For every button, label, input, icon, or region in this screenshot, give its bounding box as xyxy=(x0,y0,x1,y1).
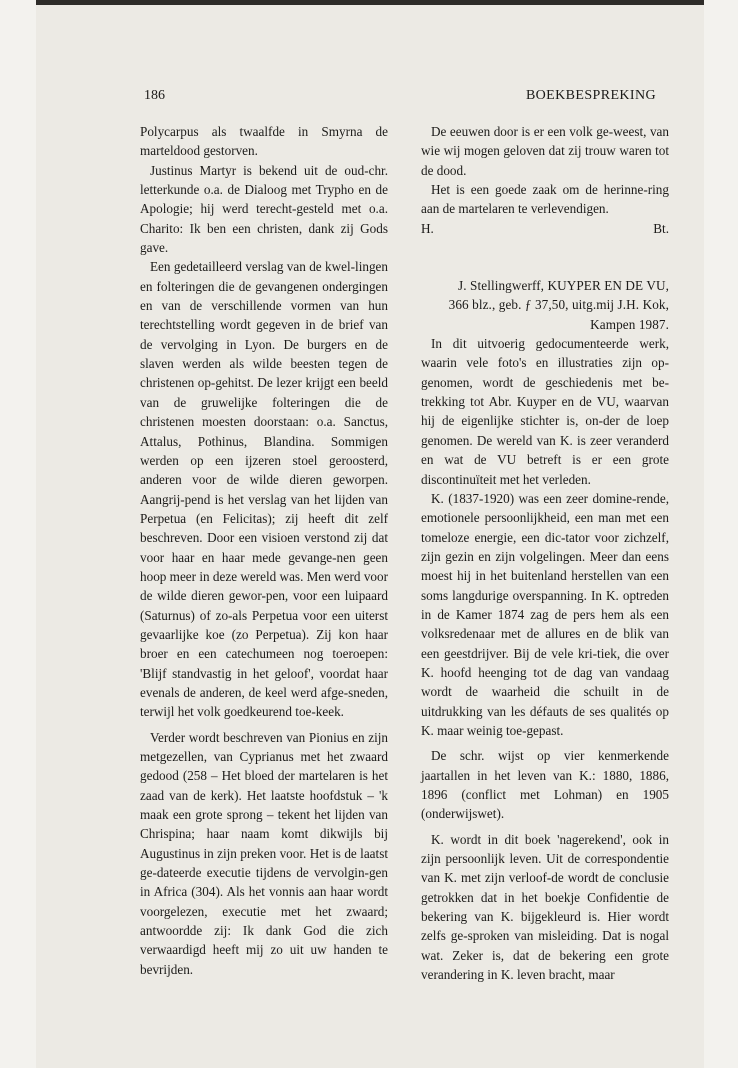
review-paragraph-4: K. wordt in dit boek 'nagerekend', ook in zijn persoonlijk leven. Uit de correspondentie van K. met zijn verloof-de wordt de conclusie getrokken dat in het boekje Confidentie de bekering van K. bijgekleurd is. Hier wordt zelfs ge-sproken van misleiding. Dat is nogal wat. Zeker is, dat de bekering een grote verandering in K. leven bracht, maar xyxy=(421,831,669,983)
left-column xyxy=(140,122,388,979)
right-column xyxy=(421,122,669,984)
left-paragraph-1: Polycarpus als twaalfde in Smyrna de marteldood gestorven. xyxy=(140,124,388,159)
running-title: BOEKBESPREKING xyxy=(525,88,656,103)
review-paragraph-1: In dit uitvoerig gedocumenteerde werk, waarin vele foto's en illustraties zijn op-genomen, wordt de geschiedenis met be-trekking tot Abr. Kuyper en de VU, waarvan hij de eigenlijke stichter is, on-der de loep genomen. De wereld van K. is zeer veranderd en wat de VU betreft is er een grote discontinuïteit met het verleden. xyxy=(421,336,669,487)
scan-left-margin xyxy=(0,0,36,1068)
page-number: 186 xyxy=(144,88,165,103)
signature-initial: H. xyxy=(421,220,434,236)
signature-author: Bt. xyxy=(653,220,669,236)
scan-right-margin xyxy=(704,0,738,1068)
left-paragraph-4: Verder wordt beschreven van Pionius en zijn metgezellen, van Cyprianus met het zwaard gedood (258 – Het bloed der martelaren is het zaad van de kerk). Het laatste hoofdstuk – 'k maak een grote sprong – tekent het lijden van Chrispina; haar naam komt dikwijls bij Augustinus in zijn preken voor. Het is de laatst ge-dateerde executie tijdens de vervolgin-gen in Africa (304). Als het vonnis aan haar wordt voorgelezen, executie met het zwaard; antwoordde zij: Ik dank God die zich verwaardigd heeft mij zo uit uw handen te bevrijden. xyxy=(140,729,388,977)
section-spacer xyxy=(421,238,669,276)
scan-top-edge xyxy=(34,0,704,5)
book-citation: J. Stellingwerff, KUYPER EN DE VU, 366 blz., geb. ƒ 37,50, uitg.mij J.H. Kok, Kampen 1987. xyxy=(448,278,669,332)
review-paragraph-2: K. (1837-1920) was een zeer domine-rende, emotionele persoonlijkheid, een man met een tomeloze energie, een dic-tator voor zichzelf, zijn gezin en zijn volgelingen. Meer dan eens moest hij in het buitenland herstellen van een soms langdurige overspanning. In K. optreden in de Kamer 1874 zag de pers hem als een volksredenaar met de allures en de blik van een geestdrijver. Bij de vele kri-tiek, die over K. hoofd heenging tot de dag van vandaag wordt de waarheid die schuilt in de uitdrukking van les défauts de ses qualités op K. maar weinig toe-gepast. xyxy=(421,490,669,738)
running-head xyxy=(144,88,656,108)
left-paragraph-3: Een gedetailleerd verslag van de kwel-lingen en folteringen die de gevangenen ondergingen en van de verschillende vormen van hun terechtstelling wordt gegeven in de brief van de vervolging in Lyon. De burgers en de slaven werden als wilde beesten tegen de christenen op-gehitst. De lezer krijgt een beeld van de gruwelijke folteringen die de christenen moesten doorstaan: o.a. Sanctus, Attalus, Pothinus, Blandina. Sommigen werden op een ijzeren stoel geroosterd, anderen voor de wilde dieren geworpen. Aangrij-pend is het verslag van het lijden van Perpetua (en Felicitas); zij heeft dit zelf beschreven. Door een visioen verstond zij dat voor haar en haar mede gevange-nen geen hoop meer in deze wereld was. Men werd voor de wilde dieren gewor-pen, voor een luipaard (Saturnus) of zo-als Perpetua voor een uiterst gevaarlijke koe (zo Perpetua). Zij kon haar broer en een catechumeen nog toeroepen: 'Blijf standvastig in het geloof', voordat haar evenals de anderen, de keel werd afge-sneden, terwijl het volk goedkeurend toe-keek. xyxy=(140,259,388,720)
right-paragraph-1: De eeuwen door is er een volk ge-weest, van wie wij mogen geloven dat zij trouw waren tot de dood. xyxy=(421,124,669,178)
right-paragraph-2: Het is een goede zaak om de herinne-ring aan de martelaren te verlevendigen. xyxy=(421,182,669,217)
left-paragraph-2: Justinus Martyr is bekend uit de oud-chr. letterkunde o.a. de Dialoog met Trypho en de Apologie; hij werd terecht-gesteld met o.a. Charito: Ik ben een christen, dank zij Gods gave. xyxy=(140,162,388,256)
review-paragraph-3: De schr. wijst op vier kenmerkende jaartallen in het leven van K.: 1880, 1886, 1896 (conflict met Lohman) en 1905 (onderwijswet). xyxy=(421,748,669,822)
review-signature xyxy=(421,219,669,238)
